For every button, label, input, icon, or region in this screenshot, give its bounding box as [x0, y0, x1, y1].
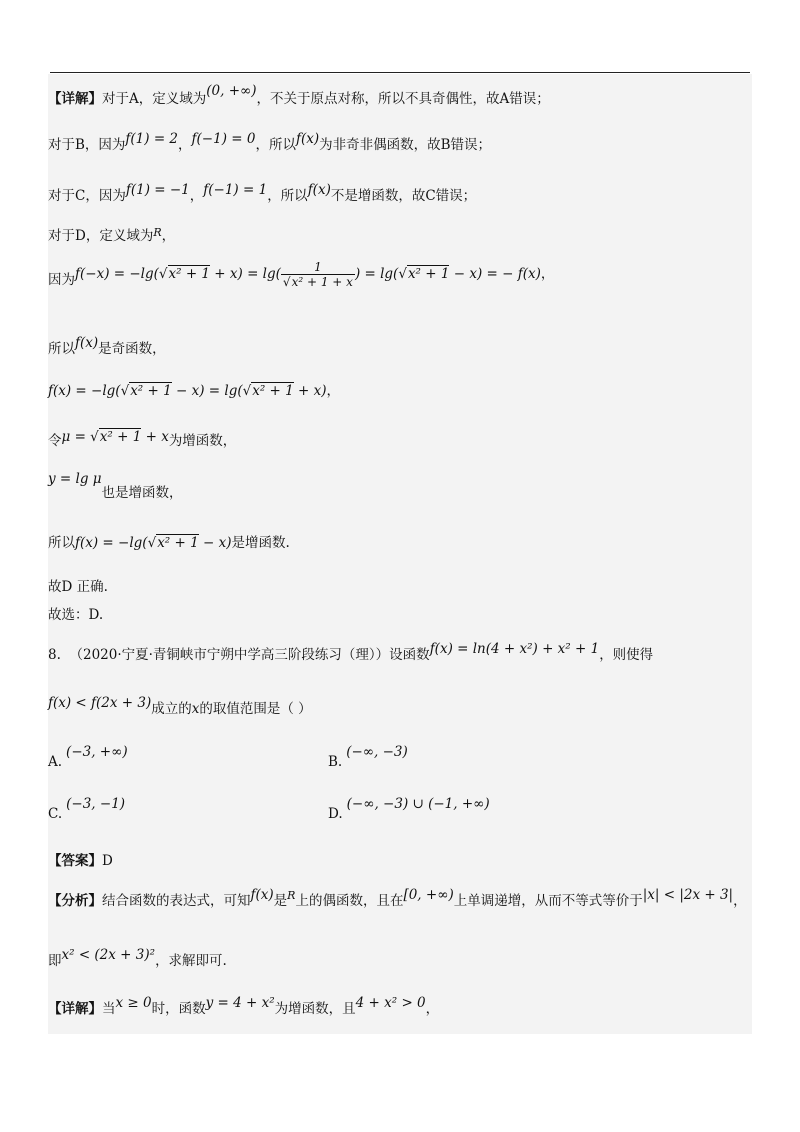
option-a[interactable]: A.(−3, +∞): [48, 744, 128, 770]
solution-b-line: 对于B，因为f(1) = 2，f(−1) = 0，所以f(x)为非奇非偶函数，故B错误；: [48, 131, 492, 153]
answer-line: 【答案】D: [48, 853, 113, 869]
solution-d-line1: 对于D，定义域为$^R$，: [48, 226, 176, 244]
solution-d-line7: 所以f(x) = −lg(√x² + 1 − x)是增函数.: [48, 535, 290, 551]
solution-d-line5: 令μ = √x² + 1 + x为增函数，: [48, 429, 237, 449]
domain-interval: (0, +∞): [206, 83, 257, 99]
solution-d-line8: 故D 正确.: [48, 579, 108, 595]
answer-value: D: [102, 853, 113, 869]
question-8-condition: f(x) < f(2x + 3)成立的x的取值范围是（ ）: [48, 695, 312, 717]
detail2-line: 【详解】当x ≥ 0时，函数y = 4 + x²为增函数，且4 + x² > 0，: [48, 995, 440, 1017]
solution-d-line2: 因为f(−x) = −lg(√x² + 1 + x) = lg( $\frac{1}{\text{√x² + 1 + x}}$ ) = lg(√x² + 1 − x) = − f(x)，: [48, 260, 555, 289]
function-definition: f(x) = ln(4 + x²) + x² + 1: [429, 641, 600, 657]
solution-sheet: [48, 74, 752, 1034]
option-c[interactable]: C.(−3, −1): [48, 796, 126, 822]
detail-tag: 【详解】: [48, 91, 102, 107]
fraction: $\frac{1}{\text{√x² + 1 + x}}$: [282, 260, 353, 289]
header-rule: [50, 72, 750, 73]
question-8-stem: 8. （2020·宁夏·青铜峡市宁朔中学高三阶段练习（理））设函数f(x) = ln(4 + x²) + x² + 1，则使得: [48, 641, 654, 663]
solution-d-line3: 所以f(x)是奇函数，: [48, 335, 166, 357]
analysis-line1: 【分析】结合函数的表达式，可知f(x)是$^R$上的偶函数，且在[0, +∞)上单调递增，从而不等式等价于|x| < |2x + 3|，: [48, 887, 747, 909]
question-number: 8.: [48, 647, 61, 663]
option-b[interactable]: B.(−∞, −3): [328, 744, 408, 770]
solution-a-line: 【详解】对于A，定义域为(0, +∞)，不关于原点对称，所以不具奇偶性，故A错误；: [48, 83, 550, 107]
question-source: （2020·宁夏·青铜峡市宁朔中学高三阶段练习（理））设函数: [69, 647, 430, 663]
solution-d-line6: y = lg μ也是增函数，: [48, 471, 183, 501]
sqrt-symbol: √: [158, 266, 168, 282]
solution-c-line: 对于C，因为f(1) = −1，f(−1) = 1，所以f(x)不是增函数，故C错误；: [48, 182, 477, 204]
solution-d-line9: 故选：D.: [48, 607, 104, 623]
analysis-line2: 即x² < (2x + 3)²，求解即可.: [48, 947, 227, 969]
solution-d-line4: f(x) = −lg(√x² + 1 − x) = lg(√x² + 1 + x)，: [48, 383, 341, 399]
option-d[interactable]: D.(−∞, −3) ∪ (−1, +∞): [328, 796, 490, 822]
